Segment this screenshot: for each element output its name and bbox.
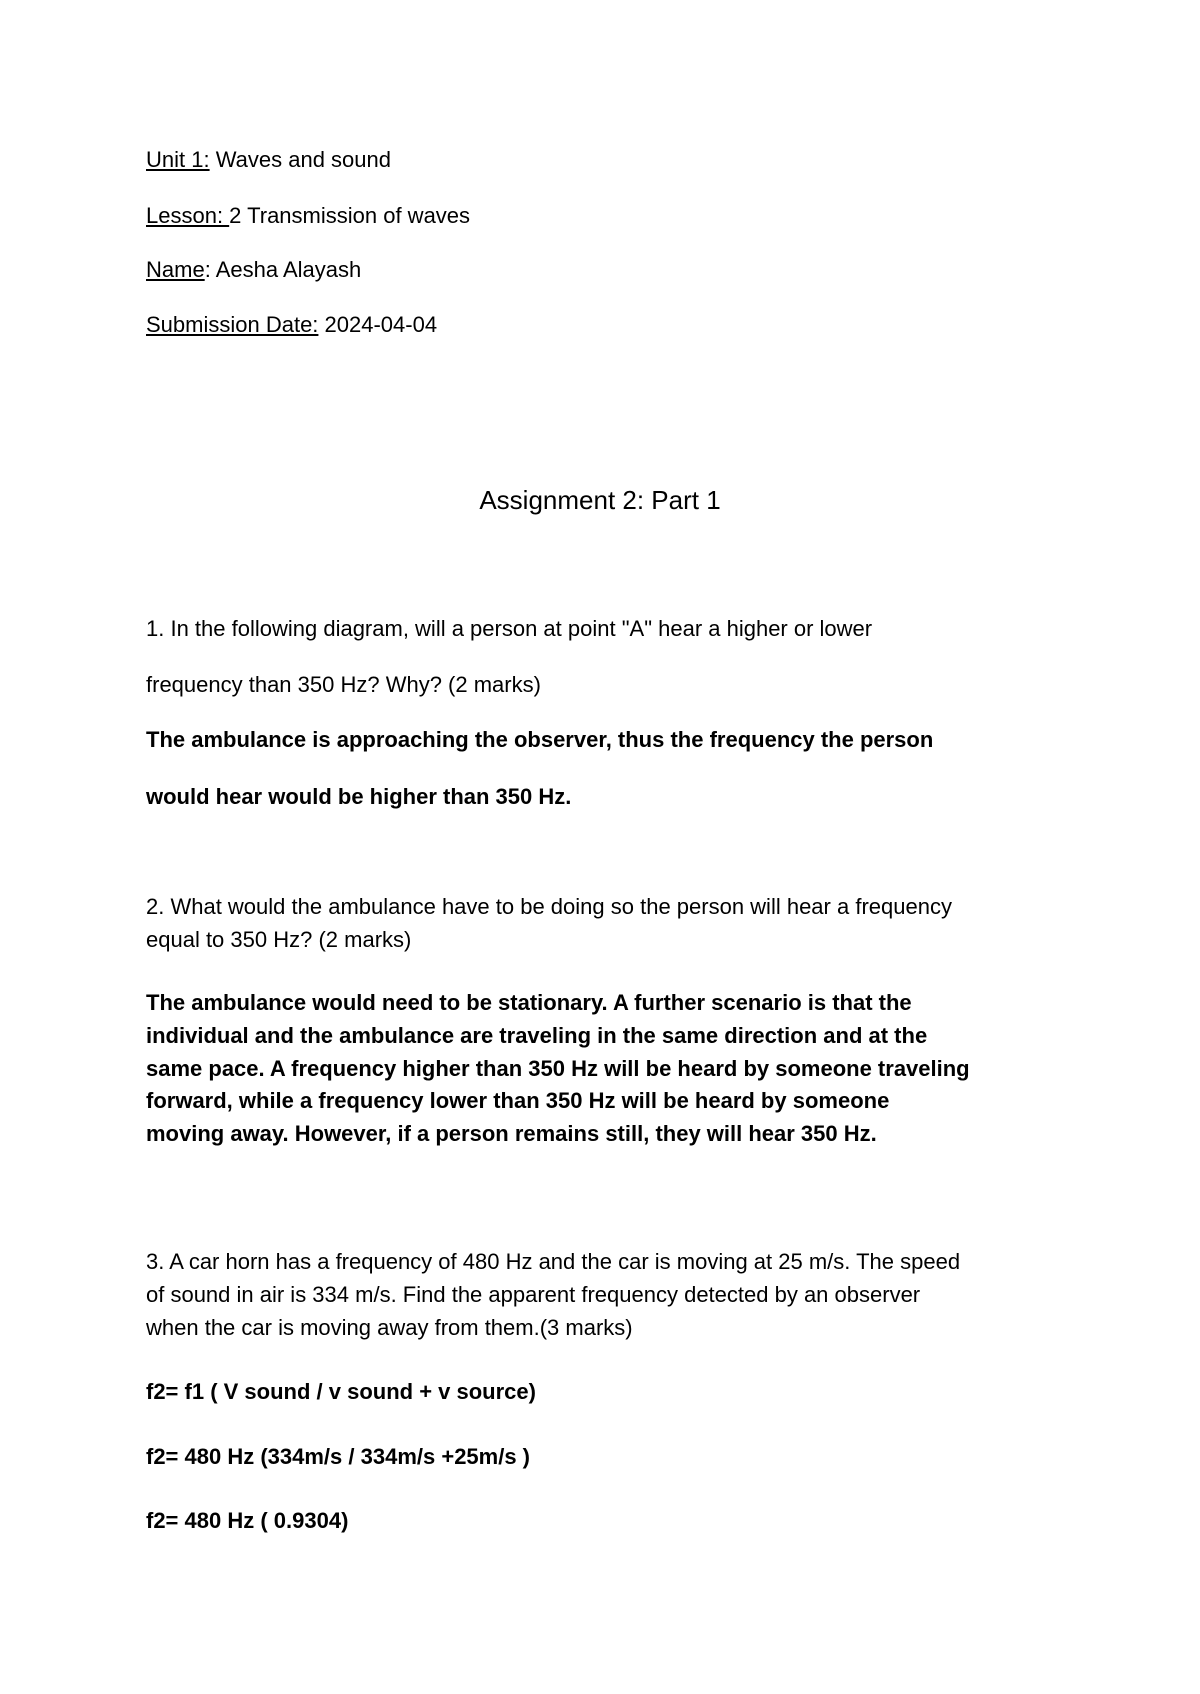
q2-answer-line-4: forward, while a frequency lower than 350 Hz will be heard by someone (146, 1088, 890, 1113)
unit-line (146, 146, 391, 174)
q3-formula-line-2: f2= 480 Hz (334m/s / 334m/s +25m/s ) (146, 1444, 531, 1469)
q1-line-2: frequency than 350 Hz? Why? (2 marks) (146, 672, 541, 697)
q1-answer-line-2: would hear would be higher than 350 Hz. (146, 784, 572, 809)
q3-line-2: of sound in air is 334 m/s. Find the apparent frequency detected by an observer (146, 1282, 921, 1307)
name-value: : Aesha Alayash (204, 257, 362, 282)
q2-answer-line-2: individual and the ambulance are traveling in the same direction and at the (146, 1023, 928, 1048)
q3-line-3: when the car is moving away from them.(3 marks) (146, 1315, 633, 1340)
page-title: Assignment 2: Part 1 (479, 485, 721, 515)
q3-formula-line-3: f2= 480 Hz ( 0.9304) (146, 1508, 349, 1533)
date-line (146, 311, 437, 339)
q2-line-1: 2. What would the ambulance have to be doing so the person will hear a frequency (146, 894, 952, 919)
q1-answer-line-1: The ambulance is approaching the observer, thus the frequency the person (146, 727, 934, 752)
name-line (146, 256, 361, 284)
q2-line-2: equal to 350 Hz? (2 marks) (146, 927, 412, 952)
q2-answer-line-1: The ambulance would need to be stationary. A further scenario is that the (146, 990, 912, 1015)
name-label: Name (146, 257, 205, 282)
q2-answer-line-5: moving away. However, if a person remains still, they will hear 350 Hz. (146, 1121, 877, 1146)
date-label: Submission Date: (146, 312, 319, 337)
lesson-value: 2 Transmission of waves (229, 203, 471, 228)
date-value: 2024-04-04 (318, 312, 438, 337)
unit-value: Waves and sound (209, 147, 391, 172)
lesson-label: Lesson: (146, 203, 230, 228)
q3-formula-line-1: f2= f1 ( V sound / v sound + v source) (146, 1379, 536, 1404)
q2-answer-line-3: same pace. A frequency higher than 350 Hz will be heard by someone traveling (146, 1056, 970, 1081)
q1-line-1: 1. In the following diagram, will a person at point "A" hear a higher or lower (146, 616, 873, 641)
q3-line-1: 3. A car horn has a frequency of 480 Hz and the car is moving at 25 m/s. The speed (146, 1249, 961, 1274)
lesson-line (146, 202, 470, 230)
unit-label: Unit 1: (146, 147, 210, 172)
